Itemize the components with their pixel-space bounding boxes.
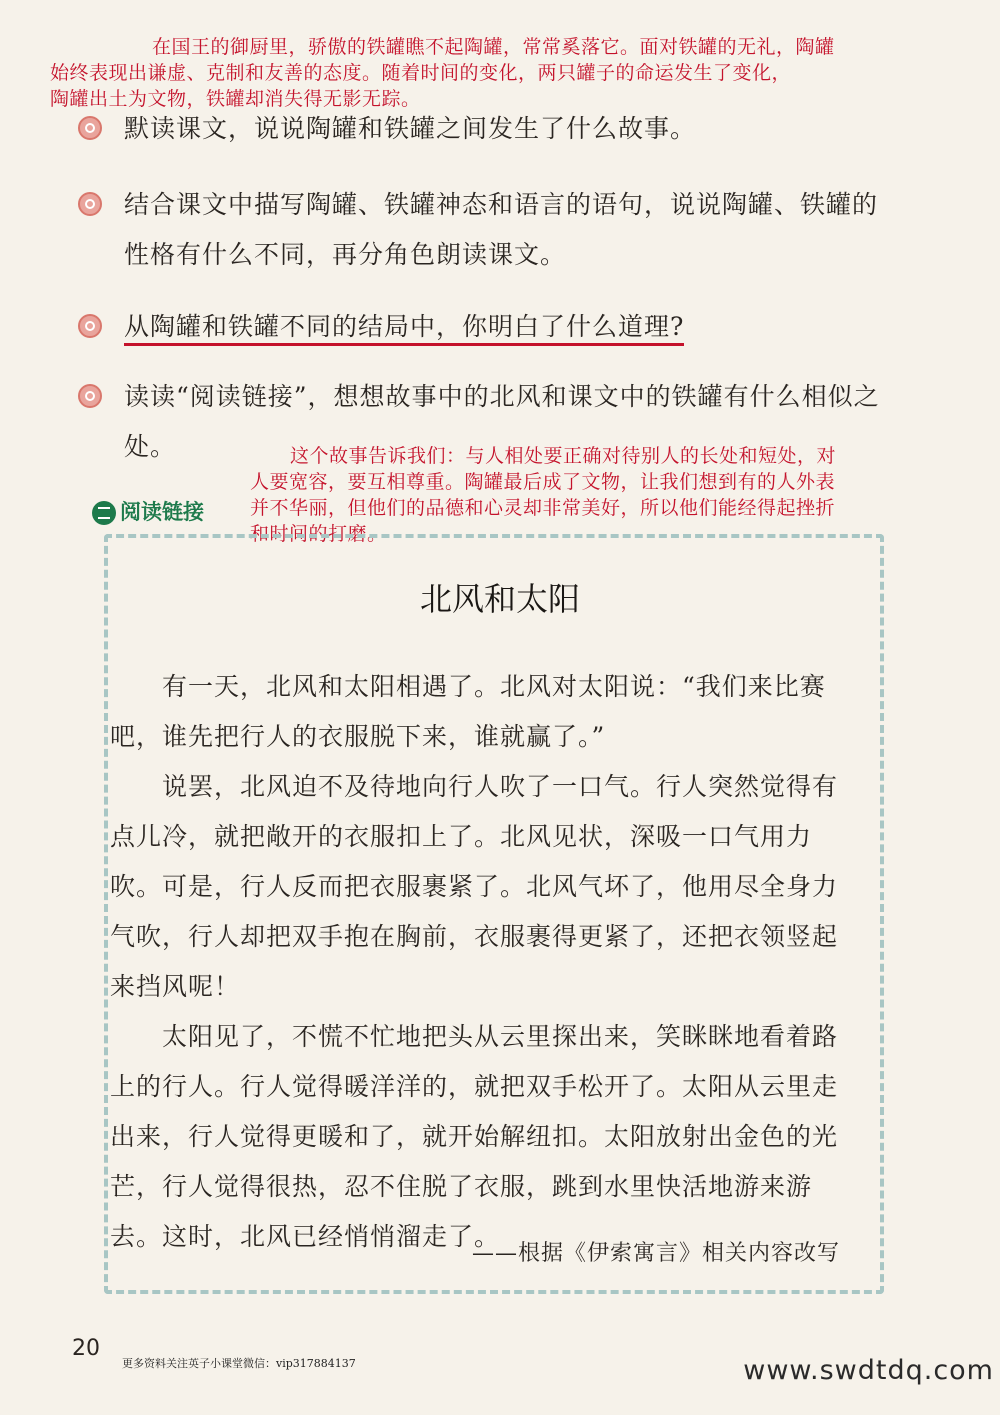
question-3	[78, 302, 898, 352]
page-number: 20	[72, 1336, 100, 1361]
annotation-line: 陶罐出土为文物，铁罐却消失得无影无踪。	[50, 88, 421, 110]
story-title: 北风和太阳	[419, 580, 580, 618]
annotation-line: 这个故事告诉我们：与人相处要正确对待别人的长处和短处，对	[290, 445, 837, 467]
question-bullet-icon	[78, 384, 102, 408]
annotation-line: 在国王的御厨里，骄傲的铁罐瞧不起陶罐，常常奚落它。面对铁罐的无礼，陶罐	[152, 36, 835, 58]
reading-link-label: 阅读链接	[120, 500, 204, 524]
question-text: 默读课文，说说陶罐和铁罐之间发生了什么故事。	[124, 114, 697, 143]
story-paragraph: 说罢，北风迫不及待地向行人吹了一口气。行人突然觉得有点儿冷，就把敞开的衣服扣上了。北风见状，深吸一口气用力吹。可是，行人反而把衣服裹紧了。北风气坏了，他用尽全身力气吹，行人却把双手抱在胸前，衣服裹得更紧了，还把衣领竖起来挡风呢！	[110, 772, 839, 1001]
question-text: 结合课文中描写陶罐、铁罐神态和语言的语句，说说陶罐、铁罐的性格有什么不同，再分角色朗读课文。	[124, 190, 879, 269]
annotation-line: 并不华丽，但他们的品德和心灵却非常美好，所以他们能经得起挫折	[250, 497, 836, 519]
story-body	[110, 662, 850, 1262]
question-text: 从陶罐和铁罐不同的结局中，你明白了什么道理?	[124, 312, 684, 346]
annotation-line: 始终表现出谦虚、克制和友善的态度。随着时间的变化，两只罐子的命运发生了变化，	[50, 62, 792, 84]
question-bullet-icon	[78, 116, 102, 140]
book-icon	[92, 501, 116, 525]
footer-note: 更多资料关注英子小课堂微信：vip317884137	[122, 1357, 356, 1370]
reading-link-header	[92, 496, 204, 526]
annotation-line: 和时间的打磨。	[250, 523, 387, 545]
question-bullet-icon	[78, 192, 102, 216]
annotation-line: 人要宽容，要互相尊重。陶罐最后成了文物，让我们想到有的人外表	[250, 471, 836, 493]
question-2	[78, 180, 898, 280]
story-paragraph: 太阳见了，不慌不忙地把头从云里探出来，笑眯眯地看着路上的行人。行人觉得暖洋洋的，就把双手松开了。太阳从云里走出来，行人觉得更暖和了，就开始解纽扣。太阳放射出金色的光芒，行人觉得很热，忍不住脱了衣服，跳到水里快活地游来游去。这时，北风已经悄悄溜走了。	[110, 1022, 839, 1251]
story-source: ——根据《伊索寓言》相关内容改写	[471, 1241, 840, 1266]
story-paragraph: 有一天，北风和太阳相遇了。北风对太阳说：“我们来比赛吧，谁先把行人的衣服脱下来，谁就赢了。”	[110, 672, 826, 751]
middle-annotation	[250, 443, 930, 547]
watermark: www.swdtdq.com	[743, 1355, 994, 1386]
question-1	[78, 104, 898, 154]
question-text: 读读“阅读链接”，想想故事中的北风和课文中的铁罐有什么相似之处。	[124, 382, 880, 461]
top-annotation	[50, 34, 960, 112]
question-bullet-icon	[78, 314, 102, 338]
